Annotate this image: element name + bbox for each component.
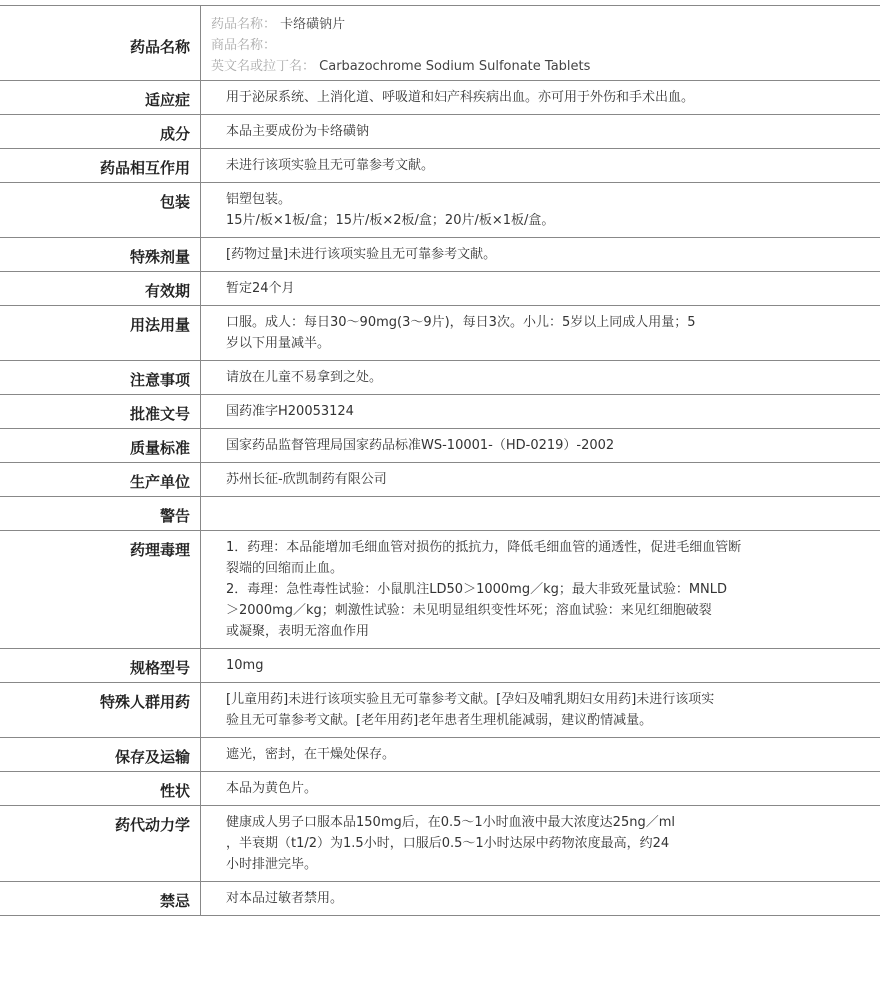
row-label	[0, 149, 201, 182]
row-label-text: 药品相互作用	[99, 159, 190, 177]
row-label-text: 成分	[159, 125, 190, 143]
table-row	[0, 361, 880, 395]
row-value: [儿童用药]未进行该项实验且无可靠参考文献。[孕妇及哺乳期妇女用药]未进行该项实 验且无可靠参考文献。[老年用药]老年患者生理机能减弱，建议酌情减量。	[226, 692, 715, 728]
row-label	[0, 115, 201, 148]
field-key: 商品名称：	[211, 38, 277, 53]
row-label	[0, 683, 201, 737]
row-label	[0, 806, 201, 881]
row-value: 10mg	[226, 658, 264, 673]
row-label	[0, 882, 201, 915]
row-value: 国家药品监督管理局国家药品标准WS-10001-（HD-0219）-2002	[226, 438, 615, 453]
row-label	[0, 238, 201, 271]
row-value: 国药准字H20053124	[226, 404, 354, 419]
row-value: 遮光，密封，在干燥处保存。	[226, 747, 396, 762]
table-row	[0, 649, 880, 683]
row-label-text: 警告	[159, 507, 190, 525]
row-label	[0, 306, 201, 360]
row-label	[0, 81, 201, 114]
row-value: 口服。成人：每日30～90mg(3～9片)，每日3次。小儿：5岁以上同成人用量；5 岁以下用量减半。	[226, 315, 696, 351]
table-row	[0, 306, 880, 361]
row-label-text: 有效期	[144, 282, 190, 300]
row-value: 本品为黄色片。	[226, 781, 318, 796]
drug-info-table	[0, 5, 880, 916]
field-key: 药品名称：	[211, 17, 277, 32]
row-label-text: 生产单位	[129, 473, 190, 491]
row-label-text: 注意事项	[129, 371, 190, 389]
row-value: 请放在儿童不易拿到之处。	[226, 370, 383, 385]
row-label-text: 禁忌	[159, 892, 190, 910]
row-value: [药物过量]未进行该项实验且无可靠参考文献。	[226, 247, 497, 262]
row-value: 暂定24个月	[226, 281, 295, 296]
row-value: 本品主要成份为卡络磺钠	[226, 124, 370, 139]
row-label-text: 规格型号	[129, 659, 190, 677]
table-row-drug-name	[0, 5, 880, 81]
row-value: 1．药理：本品能增加毛细血管对损伤的抵抗力，降低毛细血管的通透性，促进毛细血管断 裂端的回缩而止血。 2．毒理：急性毒性试验：小鼠肌注LD50＞1000mg／kg；最大非致死量试验：MNLD ＞2000mg／kg；刺激性试验：未见明显组织变性坏死；溶血试验：来见红细胞破裂 或凝聚，表明无溶血作用	[226, 540, 742, 639]
row-label	[0, 649, 201, 682]
row-label	[0, 183, 201, 237]
row-label-text: 保存及运输	[114, 748, 190, 766]
row-label-text: 包装	[159, 193, 190, 211]
row-value	[201, 497, 880, 530]
row-label-text: 特殊人群用药	[99, 693, 190, 711]
table-row	[0, 149, 880, 183]
table-row	[0, 429, 880, 463]
row-value: 苏州长征-欣凯制药有限公司	[226, 472, 387, 487]
table-row	[0, 882, 880, 916]
table-row	[0, 115, 880, 149]
row-label	[0, 272, 201, 305]
row-value: 健康成人男子口服本品150mg后，在0.5～1小时血液中最大浓度达25ng／ml ，半衰期（t1/2）为1.5小时，口服后0.5～1小时达尿中药物浓度最高，约24 小时排泄完毕。	[226, 815, 675, 872]
table-row	[0, 806, 880, 882]
generic-name-line	[211, 14, 880, 35]
row-value: 对本品过敏者禁用。	[226, 891, 344, 906]
table-row	[0, 738, 880, 772]
row-label-text: 药品名称	[129, 38, 190, 56]
english-name: Carbazochrome Sodium Sulfonate Tablets	[319, 59, 591, 74]
row-label-text: 药理毒理	[129, 541, 190, 559]
row-value: 用于泌尿系统、上消化道、呼吸道和妇产科疾病出血。亦可用于外伤和手术出血。	[226, 90, 695, 105]
table-row	[0, 238, 880, 272]
trade-name-line	[211, 35, 880, 56]
row-label-text: 批准文号	[129, 405, 190, 423]
table-row	[0, 531, 880, 649]
row-label	[0, 361, 201, 394]
generic-name: 卡络磺钠片	[280, 17, 346, 32]
row-label	[0, 395, 201, 428]
row-label	[0, 772, 201, 805]
table-body	[0, 81, 880, 916]
table-row	[0, 81, 880, 115]
row-label	[0, 497, 201, 530]
row-label-text: 性状	[159, 782, 190, 800]
table-row	[0, 772, 880, 806]
field-key: 英文名或拉丁名：	[211, 59, 316, 74]
row-label-text: 特殊剂量	[129, 248, 190, 266]
drug-name-fields	[201, 6, 880, 80]
row-value: 未进行该项实验且无可靠参考文献。	[226, 158, 435, 173]
row-label	[0, 738, 201, 771]
row-label-text: 适应症	[144, 91, 190, 109]
row-label	[0, 531, 201, 648]
row-value: 铝塑包装。 15片/板×1板/盒；15片/板×2板/盒；20片/板×1板/盒。	[226, 192, 555, 228]
table-row	[0, 272, 880, 306]
table-row	[0, 497, 880, 531]
table-row	[0, 395, 880, 429]
table-row	[0, 683, 880, 738]
row-label-text: 质量标准	[129, 439, 190, 457]
row-label	[0, 429, 201, 462]
table-row	[0, 183, 880, 238]
row-label-text: 药代动力学	[114, 816, 190, 834]
english-name-line	[211, 56, 880, 77]
row-label	[0, 463, 201, 496]
row-label	[0, 6, 201, 80]
row-label-text: 用法用量	[129, 316, 190, 334]
table-row	[0, 463, 880, 497]
